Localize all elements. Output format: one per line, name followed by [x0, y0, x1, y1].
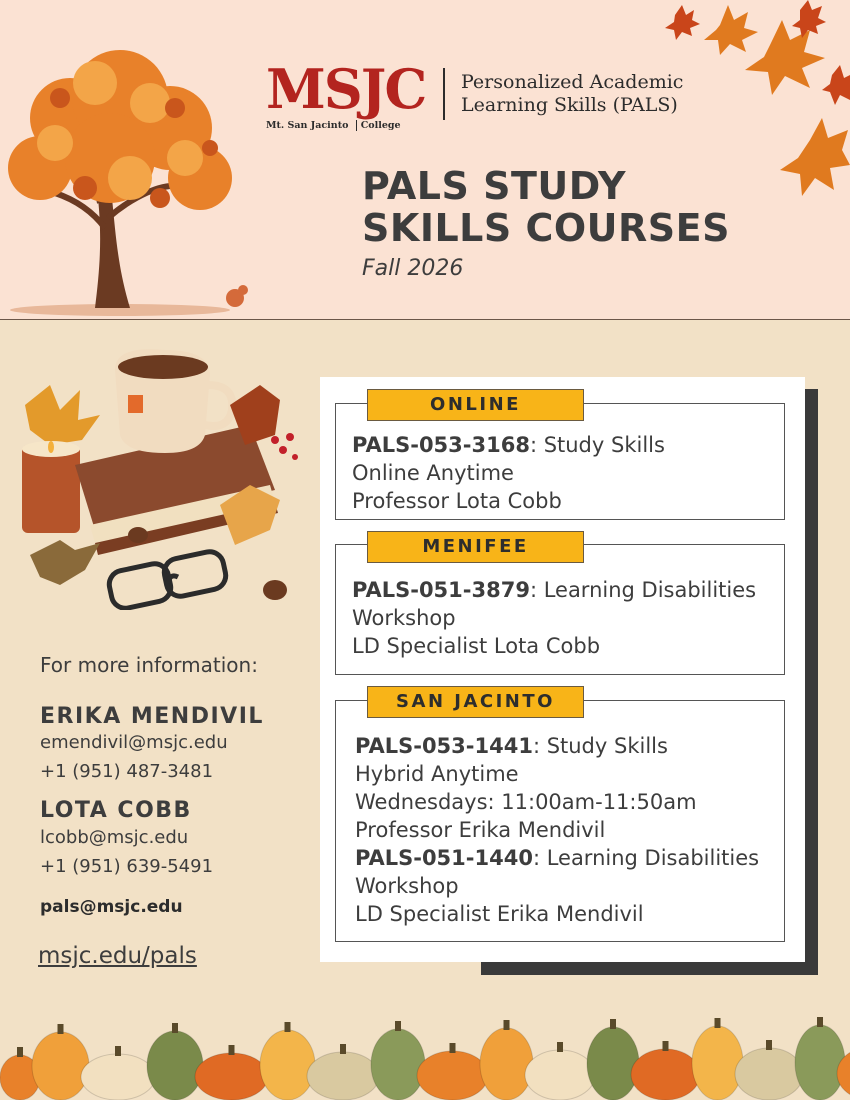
pumpkin-shape [692, 1026, 743, 1100]
pumpkin-shape [587, 1027, 639, 1100]
msjc-logo [266, 57, 426, 131]
logo-subtitle-left: Mt. San Jacinto [266, 120, 349, 131]
program-name: Personalized Academic Learning Skills (PALS) [461, 71, 684, 116]
course-detail: Online Anytime [352, 461, 514, 485]
coffee-book-illustration [20, 345, 310, 610]
pumpkin-shape [371, 1029, 425, 1100]
pumpkin-stem [504, 1020, 510, 1030]
title-line-2: SKILLS COURSES [362, 206, 730, 250]
pumpkin-shape [32, 1032, 89, 1100]
contact-phone[interactable]: +1 (951) 639-5491 [40, 856, 214, 877]
pumpkin-row-illustration [0, 1005, 850, 1100]
pumpkin-stem [663, 1041, 669, 1051]
pumpkin-stem [115, 1046, 121, 1056]
pumpkin-stem [58, 1024, 64, 1034]
pumpkin-shape [631, 1049, 700, 1100]
course-instructor: Professor Erika Mendivil [355, 818, 606, 842]
logo-subtitle-right: College [356, 120, 401, 131]
course-code: PALS-053-1441 [355, 734, 533, 758]
course-title: : Learning Disabilities [529, 578, 757, 602]
course-title: : Study Skills [529, 433, 665, 457]
pumpkin-shape [260, 1030, 315, 1100]
course-schedule: Wednesdays: 11:00am-11:50am [355, 790, 697, 814]
pumpkin-shape [525, 1050, 595, 1100]
pumpkin-stem [610, 1019, 616, 1029]
course-code: PALS-053-3168 [352, 433, 530, 457]
course-detail: Workshop [355, 874, 459, 898]
pumpkin-stem [229, 1045, 235, 1055]
pumpkin-stem [557, 1042, 563, 1052]
contact-email[interactable]: emendivil@msjc.edu [40, 732, 228, 753]
tab-menifee: MENIFEE [367, 531, 584, 563]
course-title: : Study Skills [532, 734, 668, 758]
course-code: PALS-051-3879 [352, 578, 530, 602]
course-detail: Workshop [352, 606, 456, 630]
term-label: Fall 2026 [362, 256, 464, 281]
page-title [362, 165, 782, 249]
contact-name: LOTA COBB [40, 798, 192, 823]
pumpkin-shape [735, 1048, 803, 1100]
contact-heading: For more information: [40, 653, 258, 677]
website-link[interactable]: msjc.edu/pals [38, 943, 197, 969]
logo-wordmark: MSJC [266, 57, 426, 121]
pumpkin-shape [195, 1053, 268, 1100]
pumpkin-stem [340, 1044, 346, 1054]
contact-email[interactable]: lcobb@msjc.edu [40, 827, 189, 848]
pumpkin-stem [172, 1023, 178, 1033]
logo-divider [443, 68, 445, 120]
pumpkin-stem [766, 1040, 772, 1050]
pumpkin-shape [795, 1025, 845, 1100]
tab-online: ONLINE [367, 389, 584, 421]
pumpkin-stem [17, 1047, 23, 1057]
course-instructor: LD Specialist Erika Mendivil [355, 902, 644, 926]
course-code: PALS-051-1440 [355, 846, 533, 870]
contact-name: ERIKA MENDIVIL [40, 704, 264, 729]
pals-email[interactable]: pals@msjc.edu [40, 897, 183, 917]
pumpkin-shape [480, 1028, 533, 1100]
pumpkin-shape [147, 1031, 203, 1100]
course-entry [352, 576, 756, 660]
pumpkin-stem [715, 1018, 721, 1028]
pumpkin-shape [81, 1054, 155, 1100]
course-instructor: LD Specialist Lota Cobb [352, 634, 601, 658]
course-entry [355, 732, 759, 928]
pumpkin-stem [395, 1021, 401, 1031]
course-detail: Hybrid Anytime [355, 762, 519, 786]
tab-san-jacinto: SAN JACINTO [367, 686, 584, 718]
pumpkin-stem [817, 1017, 823, 1027]
pumpkin-shape [307, 1052, 379, 1100]
course-title: : Learning Disabilities [532, 846, 760, 870]
title-line-1: PALS STUDY [362, 164, 627, 208]
contact-phone[interactable]: +1 (951) 487-3481 [40, 761, 214, 782]
logo-college-name [266, 120, 426, 131]
pumpkin-stem [285, 1022, 291, 1032]
pumpkin-shape [417, 1051, 488, 1100]
pumpkin-stem [450, 1043, 456, 1053]
course-instructor: Professor Lota Cobb [352, 489, 562, 513]
course-entry [352, 431, 665, 515]
autumn-tree-illustration [0, 28, 260, 318]
